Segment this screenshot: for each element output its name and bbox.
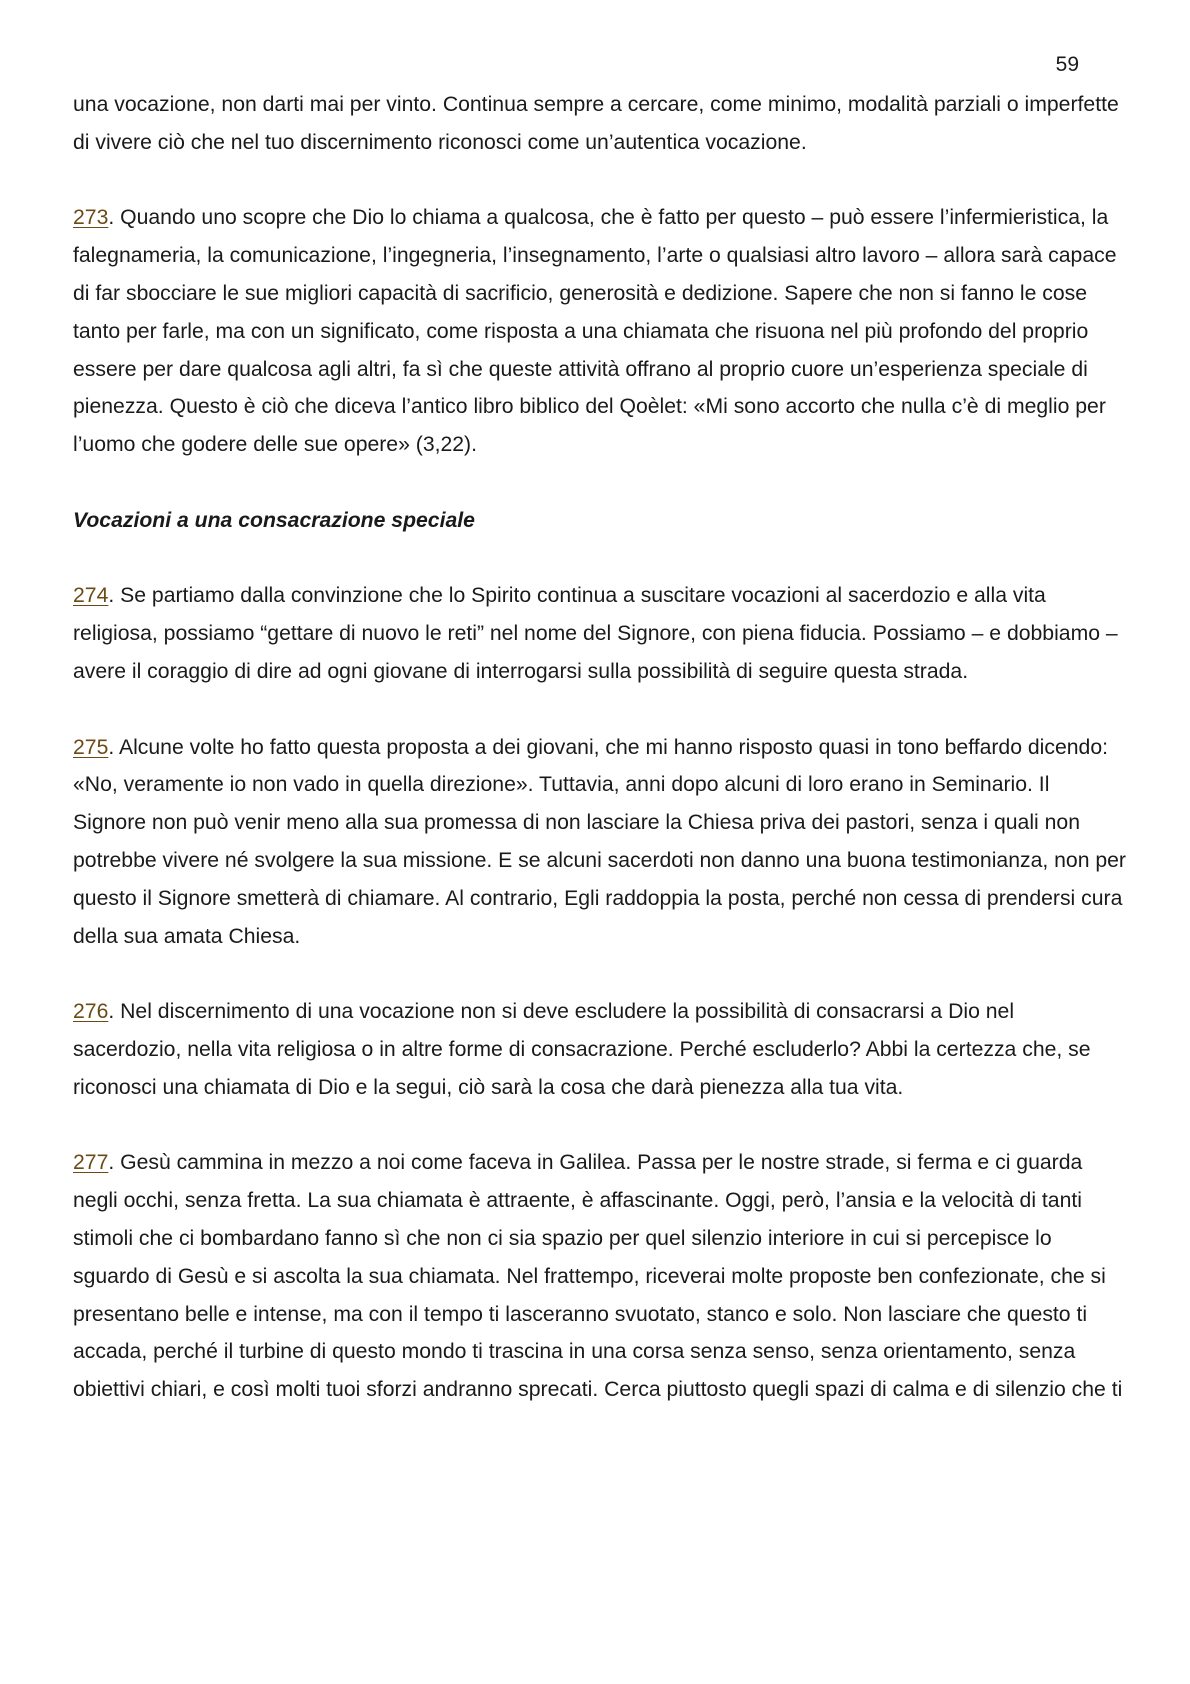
paragraph-number-link[interactable]: 274 [73, 584, 109, 608]
paragraph-277 [73, 1144, 1128, 1409]
page-number: 59 [1055, 53, 1079, 76]
intro-paragraph: una vocazione, non darti mai per vinto. Continua sempre a cercare, come minimo, modalità parziali o imperfette di vivere ciò che nel tuo discernimento riconosci come un’autentica vocazione. [73, 93, 1119, 154]
paragraph-273 [73, 199, 1128, 464]
paragraph-text: . Gesù cammina in mezzo a noi come faceva in Galilea. Passa per le nostre strade, si ferma e ci guarda negli occhi, senza fretta. La sua chiamata è attraente, è affascinante. Oggi, però, l’ansia e la velocità di tanti stimoli che ci bombardano fanno sì che non ci sia spazio per quel silenzio interiore in cui si percepisce lo sguardo di Gesù e si ascolta la sua chiamata. Nel frattempo, riceverai molte proposte ben confezionate, che si presentano belle e intense, ma con il tempo ti lasceranno svuotato, stanco e solo. Non lasciare che questo ti accada, perché il turbine di questo mondo ti trascina in una corsa senza senso, senza orientamento, senza obiettivi chiari, e così molti tuoi sforzi andranno sprecati. Cerca piuttosto quegli spazi di calma e di silenzio che ti [73, 1151, 1123, 1402]
section-heading: Vocazioni a una consacrazione speciale [73, 508, 475, 532]
paragraph-number-link[interactable]: 275 [73, 735, 109, 759]
paragraph-number-link[interactable]: 273 [73, 206, 109, 230]
paragraph-274 [73, 577, 1128, 690]
paragraph-number-link[interactable]: 277 [73, 1151, 109, 1175]
paragraph-text: . Quando uno scopre che Dio lo chiama a qualcosa, che è fatto per questo – può essere l’infermieristica, la falegnameria, la comunicazione, l’ingegneria, l’insegnamento, l’arte o qualsiasi altro lavoro – allora sarà capace di far sbocciare le sue migliori capacità di sacrificio, generosità e dedizione. Sapere che non si fanno le cose tanto per farle, ma con un significato, come risposta a una chiamata che risuona nel più profondo del proprio essere per dare qualcosa agli altri, fa sì che queste attività offrano al proprio cuore un’esperienza speciale di pienezza. Questo è ciò che diceva l’antico libro biblico del Qoèlet: «Mi sono accorto che nulla c’è di meglio per l’uomo che godere delle sue opere» (3,22). [73, 206, 1117, 457]
paragraph-276 [73, 993, 1128, 1106]
paragraph-text: . Se partiamo dalla convinzione che lo Spirito continua a suscitare vocazioni al sacerdozio e alla vita religiosa, possiamo “gettare di nuovo le reti” nel nome del Signore, con piena fiducia. Possiamo – e dobbiamo – avere il coraggio di dire ad ogni giovane di interrogarsi sulla possibilità di seguire questa strada. [73, 584, 1118, 683]
document-body [73, 86, 1128, 1409]
paragraph-275 [73, 729, 1128, 956]
paragraph-text: . Alcune volte ho fatto questa proposta a dei giovani, che mi hanno risposto quasi in tono beffardo dicendo: «No, veramente io non vado in quella direzione». Tuttavia, anni dopo alcuni di loro erano in Seminario. Il Signore non può venir meno alla sua promessa di non lasciare la Chiesa priva dei pastori, senza i quali non potrebbe vivere né svolgere la sua missione. E se alcuni sacerdoti non danno una buona testimonianza, non per questo il Signore smetterà di chiamare. Al contrario, Egli raddoppia la posta, perché non cessa di prendersi cura della sua amata Chiesa. [73, 735, 1126, 948]
paragraph-text: . Nel discernimento di una vocazione non si deve escludere la possibilità di consacrarsi a Dio nel sacerdozio, nella vita religiosa o in altre forme di consacrazione. Perché escluderlo? Abbi la certezza che, se riconosci una chiamata di Dio e la segui, ciò sarà la cosa che darà pienezza alla tua vita. [73, 1000, 1091, 1099]
paragraph-number-link[interactable]: 276 [73, 1000, 109, 1024]
